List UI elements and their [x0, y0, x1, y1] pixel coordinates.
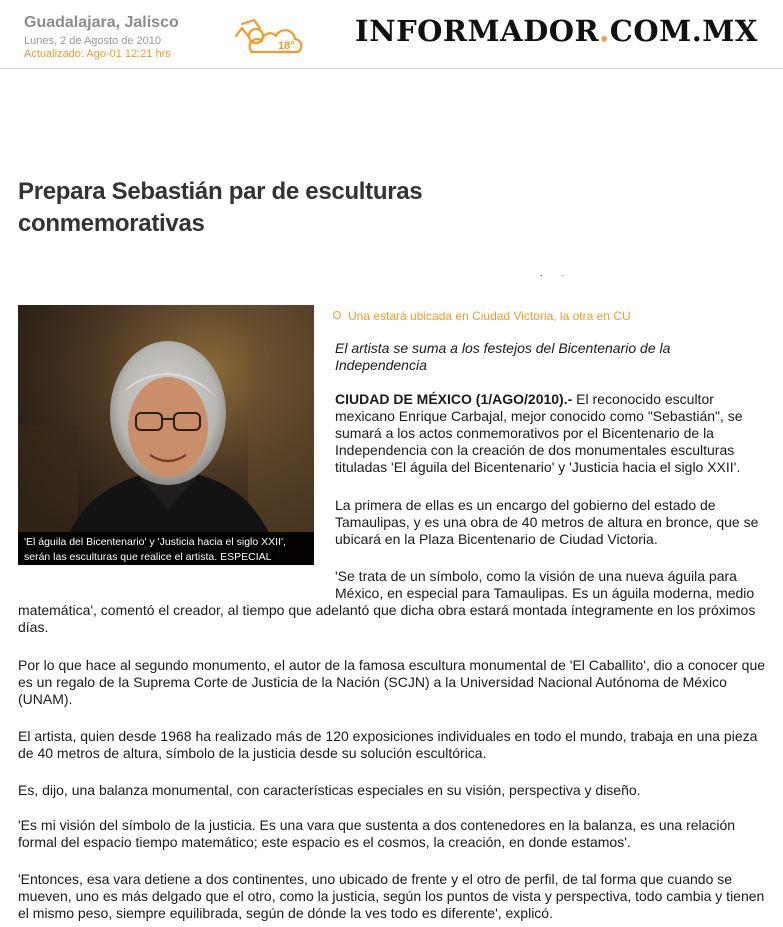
logo-tld: COM.MX	[609, 14, 758, 48]
paragraph-1	[335, 391, 775, 476]
logo-main: INFORMADOR	[355, 14, 600, 48]
header-updated: Actualizado: Ago-01 12:21 hrs	[24, 48, 171, 60]
header-divider	[0, 68, 783, 69]
sun-cloud-icon	[230, 18, 310, 58]
paragraph-2: La primera de ellas es un encargo del gobierno del estado de Tamaulipas, y es una obra de 40 metros de altura en bronce, que se ubicará en la Plaza Bicentenario de Ciudad Victoria.	[335, 497, 759, 547]
logo-dot: .	[599, 14, 610, 48]
bullet-ring-icon	[333, 311, 341, 319]
paragraph-4: Por lo que hace al segundo monumento, el autor de la famosa escultura monumental de 'El Caballito', dio a conocer que es un regalo de la Suprema Corte de Justicia de la Nación (SCJN) a la Universidad Nacional Autónoma de México (UNAM).	[18, 657, 766, 707]
article-subtitle: El artista se suma a los festejos del Bicentenario de la Independencia	[335, 340, 671, 373]
paragraph-3-line-1: 'Se trata de un símbolo, como la visión de una nueva águila para	[335, 568, 737, 584]
paragraph-6: Es, dijo, una balanza monumental, con características especiales en su visión, perspectiva y diseño.	[18, 782, 641, 798]
site-header	[0, 0, 783, 68]
article-title: Prepara Sebastián par de esculturas conmemorativas	[18, 178, 423, 237]
decorative-dots: · ·	[540, 270, 573, 280]
highlight-text: Una estará ubicada en Ciudad Victoria, la otra en CU	[348, 309, 631, 323]
header-city: Guadalajara, Jalisco	[24, 14, 179, 31]
dateline: CIUDAD DE MÉXICO (1/AGO/2010).-	[335, 391, 573, 407]
photo-caption: 'El águila del Bicentenario' y 'Justicia hacia el siglo XXII', serán las esculturas que realice el artista. ESPECIAL	[18, 532, 314, 565]
article-photo	[18, 305, 314, 565]
weather-widget[interactable]	[230, 18, 310, 58]
paragraph-1-text: El reconocido escultor mexicano Enrique Carbajal, mejor conocido como "Sebastián", se sumará a los actos conmemorativos por el Bicentenario de la Independencia con la creación de dos monumentales esculturas tituladas 'El águila del Bicentenario' y 'Justicia hacia el siglo XXII'.	[335, 391, 743, 475]
paragraph-3-line-2: México, en especial para Tamaulipas. Es un águila moderna, medio	[335, 585, 755, 601]
article-highlight	[333, 309, 631, 323]
paragraph-7: 'Es mi visión del símbolo de la justicia. Es una vara que sustenta a dos contenedores en la balanza, es una relación formal del espacio tiempo matemático; este espacio es el cosmos, la creación, en donde estamos'.	[18, 817, 736, 850]
paragraph-3	[18, 568, 775, 636]
paragraph-5: El artista, quien desde 1968 ha realizado más de 120 exposiciones individuales en todo el mundo, trabaja en una pieza de 40 metros de altura, símbolo de la justicia desde su solución escultórica.	[18, 728, 758, 761]
site-logo[interactable]	[355, 14, 758, 48]
header-date: Lunes, 2 de Agosto de 2010	[24, 35, 162, 47]
paragraph-3-rest: matemática', comentó el creador, al tiempo que adelantó que dicha obra estará montada íntegramente en los próximos días.	[18, 602, 756, 635]
paragraph-8: 'Entonces, esa vara detiene a dos continentes, uno ubicado de frente y el otro de perfil, de tal forma que cuando se mueven, uno es más delgado que el otro, como la justicia, según los puntos de vista y perspectiva, todo cambia y tienen el mismo peso, siempre equilibrada, según de dónde la ves todo es diferente', explicó.	[18, 871, 765, 921]
sculptor-portrait-image	[18, 305, 314, 565]
temperature: 18°	[278, 40, 295, 52]
